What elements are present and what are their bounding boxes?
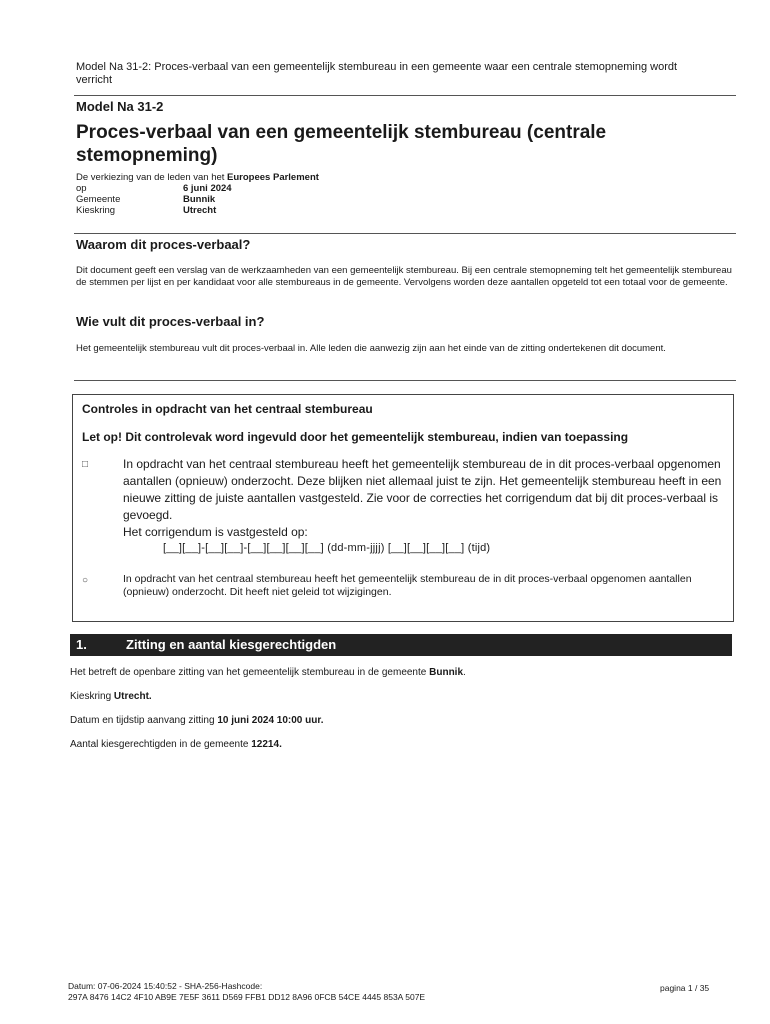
option2-text: In opdracht van het centraal stembureau heeft het gemeentelijk stembureau de in dit proces-verbaal opgenomen aantallen (opnieuw) onderzocht. Dit heeft niet geleid tot wijzigingen. [123, 573, 692, 598]
page-number: pagina 1 / 35 [660, 983, 710, 993]
page-title: Proces-verbaal van een gemeentelijk stembureau (centrale stemopneming) [76, 122, 607, 166]
section-number: 1. [76, 637, 87, 652]
divider [74, 233, 736, 234]
who-heading: Wie vult dit proces-verbaal in? [76, 314, 265, 329]
why-heading: Waarom dit proces-verbaal? [76, 237, 251, 252]
option2-checkbox[interactable]: ○ [82, 575, 89, 586]
meta-row-municipality: Gemeente Bunnik [76, 194, 216, 205]
option1-checkbox[interactable]: □ [82, 459, 89, 470]
meta-row-district: Kieskring Utrecht [76, 205, 217, 216]
option1-text: In opdracht van het centraal stembureau heeft het gemeentelijk stembureau de in dit proces-verbaal opgenomen aantallen (opnieuw) onderzocht. Deze blijken niet allemaal juist te zijn. Het gemeentelijk stembureau heeft in een nieuwe zitting de juiste aantallen vastgesteld. Zie voor de correcties het corrigendum dat bij dit proces-verbaal is gevoegd. [123, 457, 722, 522]
divider [74, 95, 736, 96]
corrigendum-date-fields[interactable] [163, 542, 490, 554]
section1-line-municipality: Het betreft de openbare zitting van het gemeentelijk stembureau in de gemeente Bunnik. [70, 667, 466, 678]
option1-date-label: Het corrigendum is vastgesteld op: [123, 525, 308, 539]
meta-row-date: op 6 juni 2024 [76, 183, 232, 194]
date-boxes[interactable]: [__][__]-[__][__]-[__][__][__][__] [163, 542, 324, 554]
why-text: Dit document geeft een verslag van de werkzaamheden van een gemeentelijk stembureau. Bij een centrale stemopneming telt het gemeentelijk stembureau de stemmen per lijst en per kandidaat voor alle stembureaus in de gemeente. Vervolgens worden deze aantallen opgeteld tot een totaal voor de gemeente. [76, 265, 732, 288]
model-label: Model Na 31-2 [76, 99, 164, 114]
date-format: (dd-mm-jjjj) [327, 542, 385, 554]
divider [74, 380, 736, 381]
election-line [76, 172, 319, 183]
footer-hash: Datum: 07-06-2024 15:40:52 - SHA-256-Hashcode: 297A 8476 14C2 4F10 AB9E 7E5F 3611 D569 FFB1 DD12 8A96 0FCB 54CE 4445 853A 507E [68, 981, 426, 1002]
who-text: Het gemeentelijk stembureau vult dit proces-verbaal in. Alle leden die aanwezig zijn aan het einde van de zitting ondertekenen dit document. [76, 343, 666, 354]
section-1-header [70, 634, 732, 656]
controls-box [72, 394, 734, 622]
election-intro: De verkiezing van de leden van het [76, 172, 228, 183]
time-boxes[interactable]: [__][__][__][__] [387, 542, 465, 554]
section1-line-voters: Aantal kiesgerechtigden in de gemeente 12214. [70, 739, 282, 750]
time-format: (tijd) [467, 542, 491, 554]
section1-line-start: Datum en tijdstip aanvang zitting 10 juni 2024 10:00 uur. [70, 715, 324, 726]
section1-line-district: Kieskring Utrecht. [70, 691, 152, 702]
controls-warning: Let op! Dit controlevak word ingevuld door het gemeentelijk stembureau, indien van toepassing [82, 430, 629, 444]
section-title: Zitting en aantal kiesgerechtigden [126, 637, 337, 652]
header-note: Model Na 31-2: Proces-verbaal van een gemeentelijk stembureau in een gemeente waar een centrale stemopneming wordt verricht [76, 61, 678, 86]
controls-title: Controles in opdracht van het centraal stembureau [82, 402, 373, 416]
election-name: Europees Parlement [227, 172, 319, 183]
election-meta [76, 172, 319, 216]
